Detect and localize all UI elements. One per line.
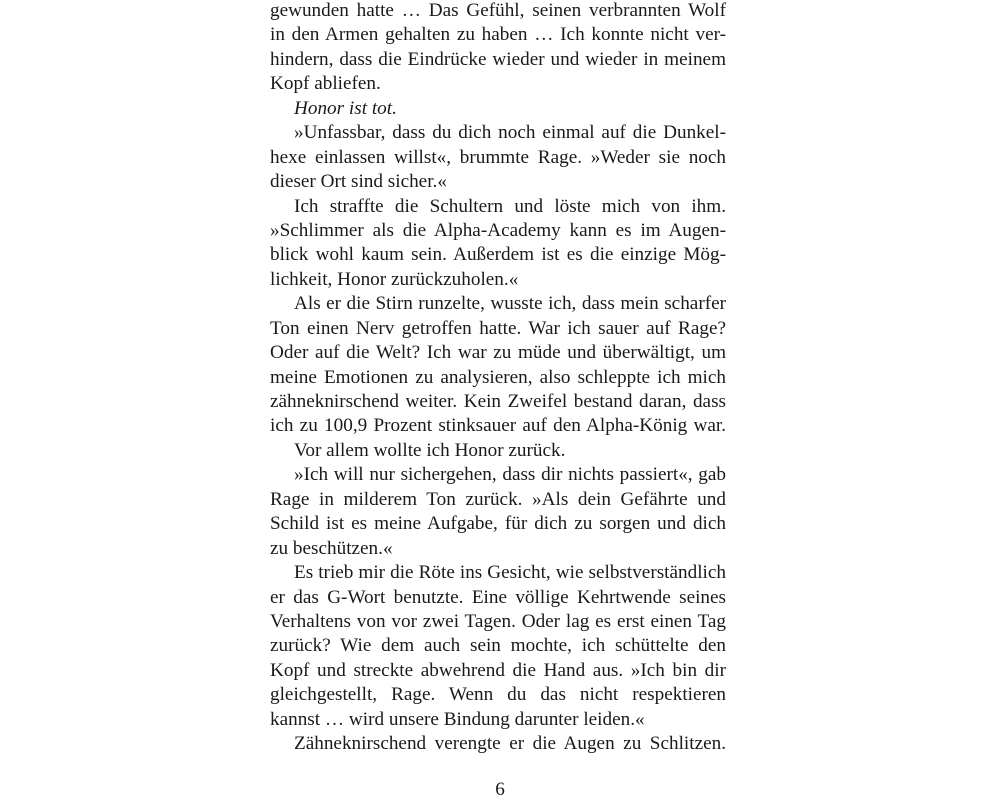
text-line: Ton einen Nerv getroffen hatte. War ich sauer auf Rage? bbox=[270, 317, 726, 339]
text-line: in den Armen gehalten zu haben … Ich konnte nicht ver- bbox=[270, 24, 726, 46]
text-line: Schild ist es meine Aufgabe, für dich zu sorgen und dich bbox=[270, 513, 726, 535]
text-line: Verhaltens von vor zwei Tagen. Oder lag es erst einen Tag bbox=[270, 610, 726, 632]
text-line: »Ich will nur sichergehen, dass dir nichts passiert«, gab bbox=[294, 464, 726, 486]
text-line: gewunden hatte … Das Gefühl, seinen verbrannten Wolf bbox=[270, 0, 726, 21]
text-line: blick wohl kaum sein. Außerdem ist es die einzige Mög- bbox=[270, 244, 726, 266]
text-lines bbox=[270, 0, 726, 757]
text-line: Als er die Stirn runzelte, wusste ich, dass mein scharfer bbox=[294, 293, 726, 315]
text-line: Vor allem wollte ich Honor zurück. bbox=[294, 439, 566, 461]
page-number: 6 bbox=[495, 779, 505, 800]
text-line: hindern, dass die Eindrücke wieder und wieder in meinem bbox=[270, 48, 726, 70]
text-line: Honor ist tot. bbox=[294, 97, 397, 119]
text-line: Zähneknirschend verengte er die Augen zu Schlitzen. bbox=[294, 733, 726, 755]
text-line: zu beschützen.« bbox=[270, 537, 393, 559]
text-line: Kopf abliefen. bbox=[270, 73, 381, 95]
text-line: zurück? Wie dem auch sein mochte, ich schüttelte den bbox=[270, 635, 726, 657]
text-line: Rage in milderem Ton zurück. »Als dein Gefährte und bbox=[270, 488, 726, 510]
text-line: Kopf und streckte abwehrend die Hand aus. »Ich bin dir bbox=[270, 659, 726, 681]
text-line: gleichgestellt, Rage. Wenn du das nicht respektieren bbox=[270, 684, 726, 706]
book-page-text bbox=[270, 0, 726, 757]
text-line: kannst … wird unsere Bindung darunter leiden.« bbox=[270, 708, 645, 730]
text-line: meine Emotionen zu analysieren, also schleppte ich mich bbox=[270, 366, 726, 388]
text-line: Ich straffte die Schultern und löste mich von ihm. bbox=[294, 195, 726, 217]
text-line: Es trieb mir die Röte ins Gesicht, wie selbstverständlich bbox=[294, 562, 726, 584]
text-line: lichkeit, Honor zurückzuholen.« bbox=[270, 268, 519, 290]
text-line: zähneknirschend weiter. Kein Zweifel bestand daran, dass bbox=[270, 391, 726, 412]
text-line: »Unfassbar, dass du dich noch einmal auf die Dunkel- bbox=[294, 122, 726, 144]
text-line: ich zu 100,9 Prozent stinksauer auf den Alpha-König war. bbox=[270, 415, 726, 437]
text-line: dieser Ort sind sicher.« bbox=[270, 171, 447, 193]
text-line: »Schlimmer als die Alpha-Academy kann es im Augen- bbox=[270, 219, 726, 241]
text-line: er das G-Wort benutzte. Eine völlige Kehrtwende seines bbox=[270, 586, 726, 608]
text-line: hexe einlassen willst«, brummte Rage. »Weder sie noch bbox=[270, 146, 726, 168]
text-line: Oder auf die Welt? Ich war zu müde und überwältigt, um bbox=[270, 342, 726, 364]
